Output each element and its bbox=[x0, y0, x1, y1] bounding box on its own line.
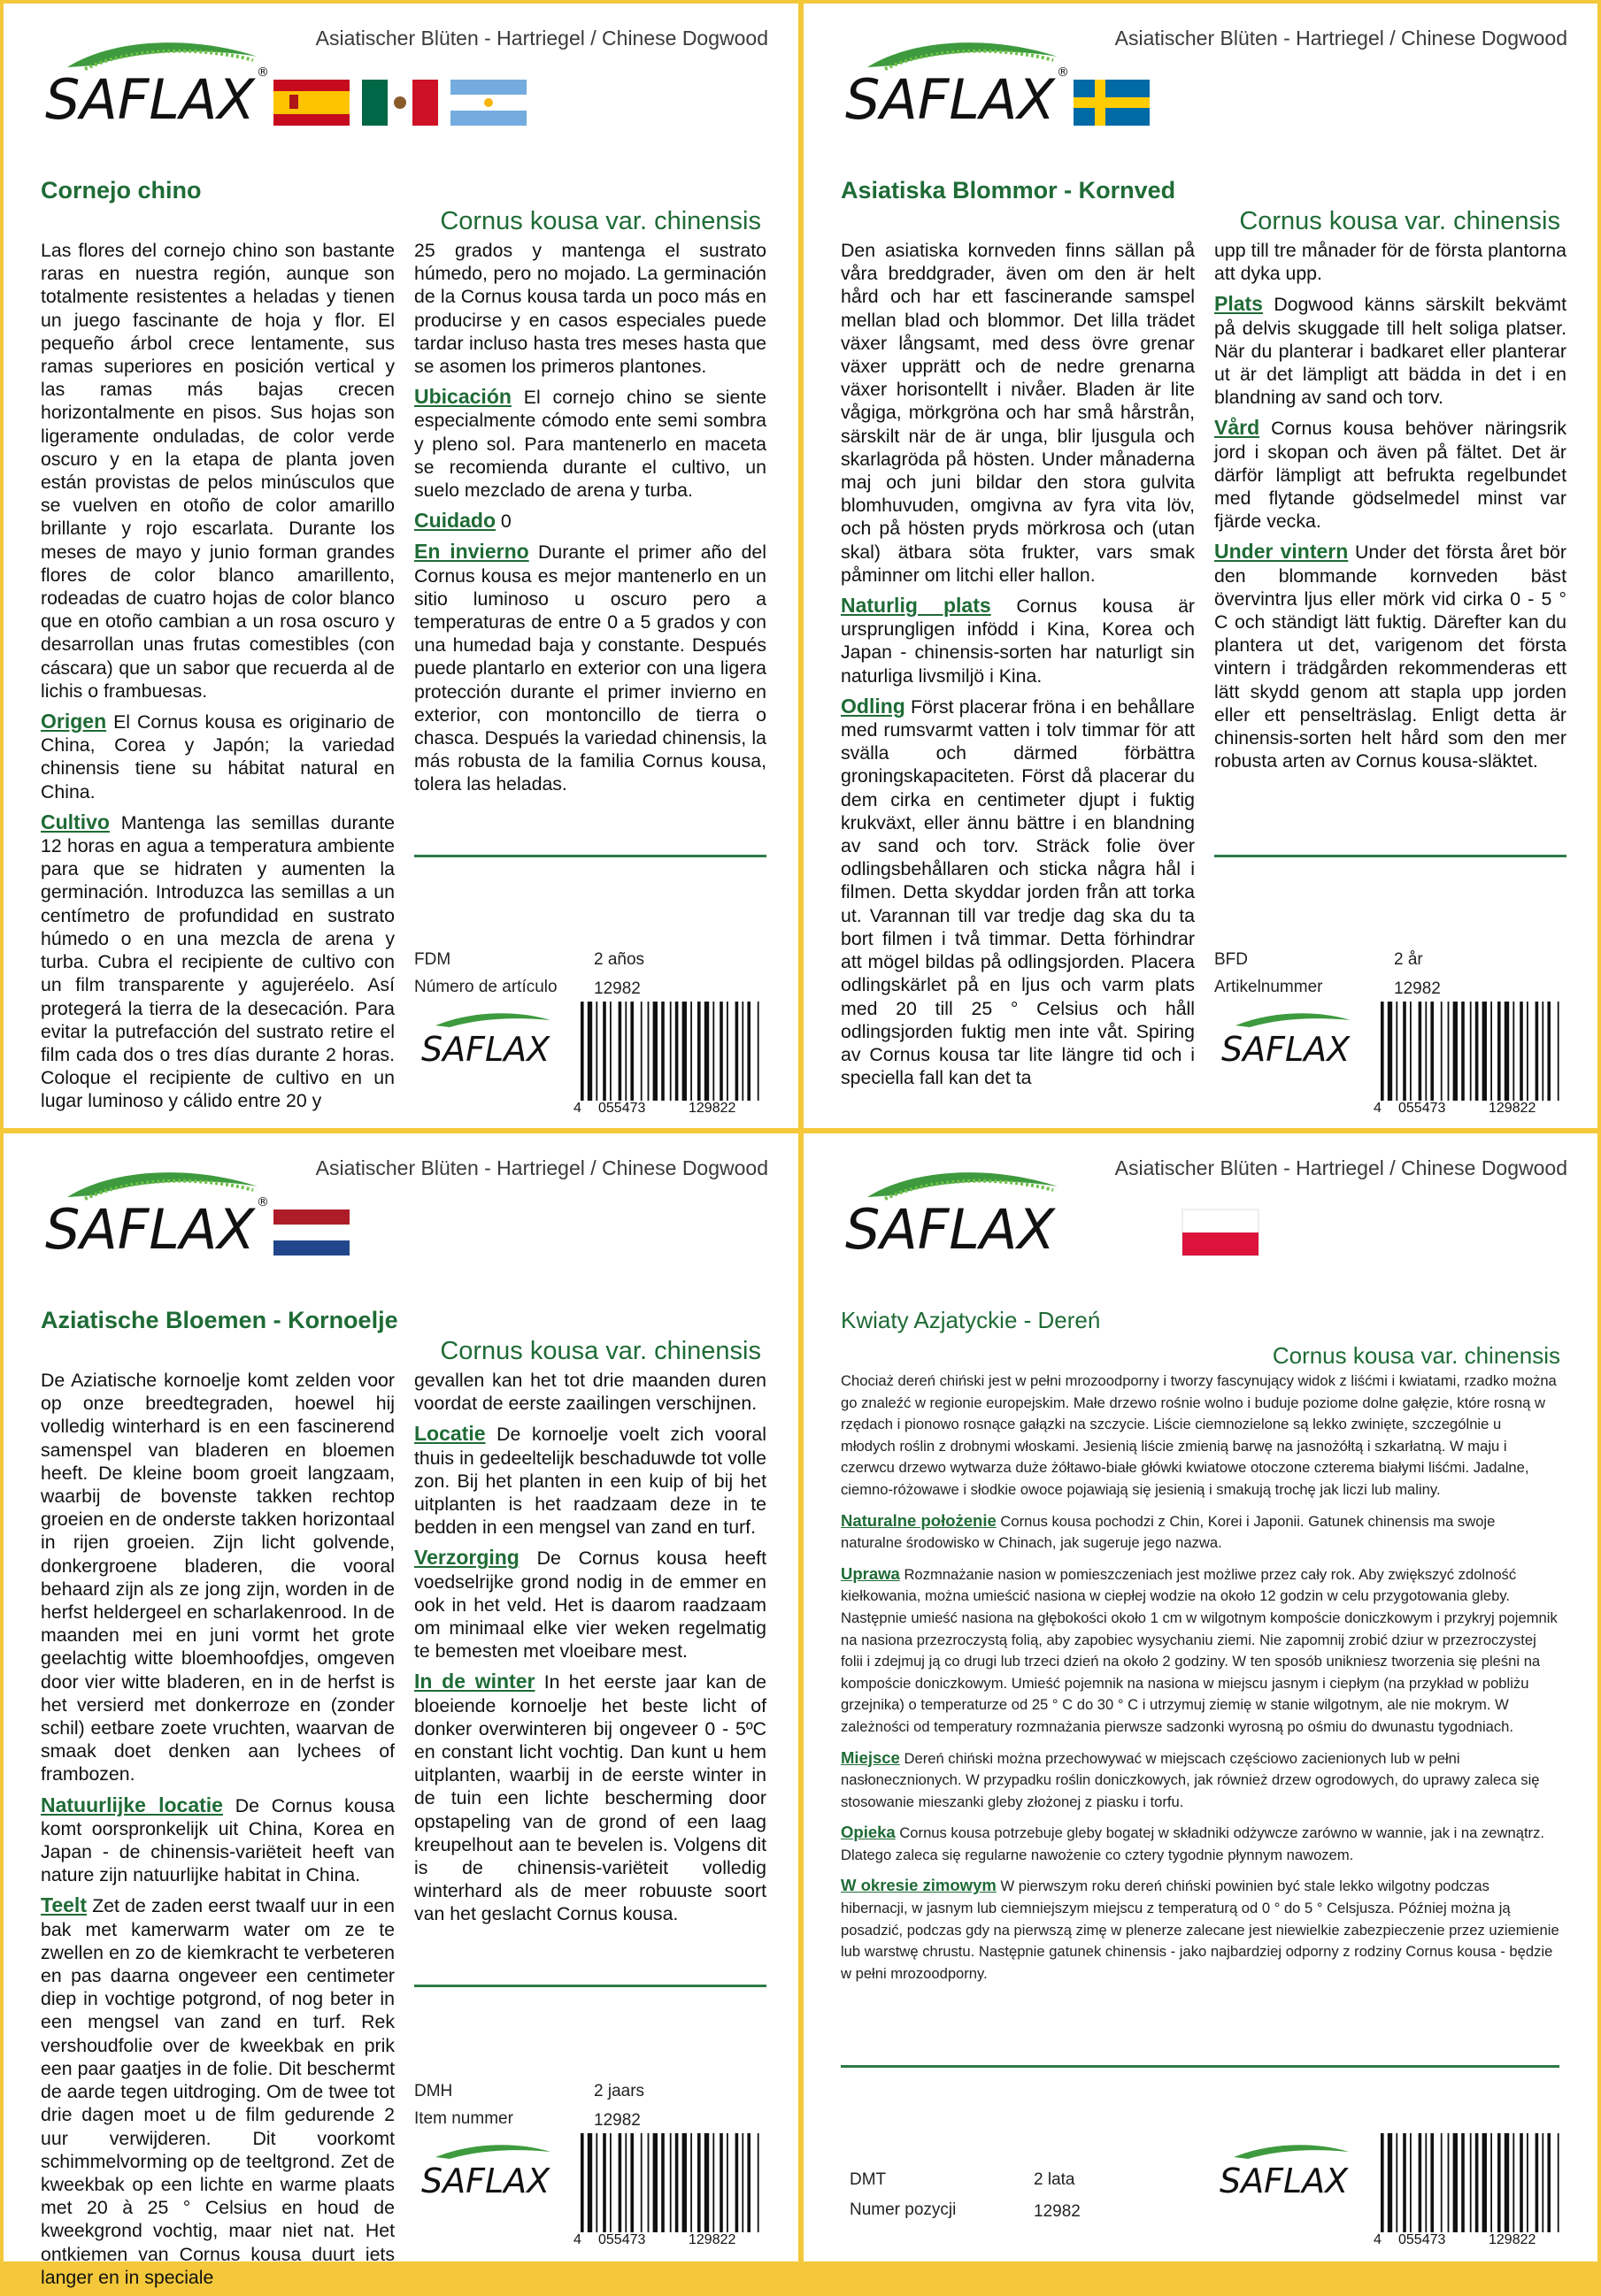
barcode-bar bbox=[1441, 2133, 1443, 2232]
barcode-bar bbox=[603, 2133, 606, 2232]
barcode-bar bbox=[1403, 1002, 1406, 1101]
barcode-bar bbox=[1430, 2133, 1434, 2232]
barcode-bar bbox=[735, 2133, 739, 2232]
flag-row bbox=[1182, 1209, 1258, 1256]
article-number: 12982 bbox=[1394, 979, 1441, 998]
section-cultivation: Cultivo Mantenga las semillas durante 12 horas en agua a temperatura ambiente para que se hidraten y aumenten la germinación. Introduzca las semillas a un centímetro de profundidad en sustrato húmedo o en una mezcla de arena y turba. Cubra el recipiente de cultivo con un film transparente y agujeréelo. Así protegerá la tierra de la desecación. Para evitar la putrefacción del sustrato retire el film cada dos o tres días durante 2 horas. Coloque el recipiente de cultivo en un lugar luminoso y cálido entre 20 y bbox=[41, 810, 395, 1112]
barcode-bar bbox=[1520, 2133, 1523, 2232]
saflax-logo bbox=[841, 1160, 1080, 1266]
barcode-bar bbox=[670, 1002, 672, 1101]
barcode-bar bbox=[610, 2133, 612, 2232]
latin-name: Cornus kousa var. chinensis bbox=[1239, 207, 1560, 235]
article-label: Artikelnummer bbox=[1214, 978, 1323, 996]
continued-text: upp till tre månader för de första plantorna att dyka upp. bbox=[1214, 240, 1566, 285]
svg-text:®: ® bbox=[1057, 65, 1069, 80]
mexico-flag-icon bbox=[362, 80, 438, 126]
barcode-bar bbox=[1482, 1002, 1487, 1101]
svg-text:SAFLAX: SAFLAX bbox=[421, 1030, 550, 1069]
barcode-bar bbox=[619, 1002, 622, 1101]
barcode-bar bbox=[1536, 1002, 1539, 1101]
barcode-bar bbox=[735, 1002, 739, 1101]
poland-flag-icon bbox=[1182, 1209, 1258, 1256]
barcode-bar bbox=[1475, 2133, 1479, 2232]
svg-text:SAFLAX: SAFLAX bbox=[1220, 2162, 1349, 2200]
article-label: Item nummer bbox=[414, 2109, 513, 2128]
intro-text: Las flores del cornejo chino son bastante raras en nuestra región, aunque son totalmente resistentes a heladas y tienen un juego fascinante de hoja y flor. El pequeño árbol crece lentamente, sus ramas superiores en posición vertical y las ramas más bajas crecen horizontalmente en pisos. Sus hojas son ligeramente onduladas, de color verde oscuro y en la etapa de planta joven están provistas de pelos minúsculos que se vuelven en otoño de color amarillo brillante y rojo escarlata. Durante los meses de mayo y junio forman grandes flores de color blanco amarillento, rodeadas de cuatro hojas de color blanco que en otoño cambian a un rosa oscuro y desarrollan unas frutas comestibles (con cáscara) que un sabor que recuerda al de lichis o frambuesas. bbox=[41, 240, 395, 702]
barcode-bar bbox=[610, 1002, 612, 1101]
section-care: Verzorging De Cornus kousa heeft voedselrijke grond nodig in de emmer en ook in het veld. Het is daarom raadzaam om minimaal elke vier weken regelmatig te bemesten met vloeibare mest. bbox=[414, 1546, 766, 1662]
svg-text:SAFLAX: SAFLAX bbox=[421, 2162, 550, 2200]
barcode: 4 055473 129822 bbox=[577, 1002, 766, 1117]
panel-swedish bbox=[804, 4, 1597, 1128]
spain-flag-icon bbox=[273, 80, 350, 126]
barcode-bar bbox=[596, 2133, 597, 2232]
divider-rule bbox=[414, 855, 766, 857]
section-origin: Origen El Cornus kousa es originario de China, Corea y Japón; la variedad chinensis tiene su hábitat natural en China. bbox=[41, 710, 395, 802]
saflax-logo bbox=[841, 30, 1080, 136]
barcode-bar bbox=[588, 1002, 592, 1101]
barcode-bar bbox=[747, 1002, 750, 1101]
fdm-value: 2 jaars bbox=[594, 2082, 645, 2100]
section-cultivation: Teelt Zet de zaden eerst twaalf uur in een bak met kamerwarm water om ze te zwellen en zo de kiemkracht te verbeteren en pas daarna ongeveer een centimeter diep in vochtige potgrond, of nog beter in een mengsel van zand en turf. Rek vershoudfolie over de kweekbak en prik een paar gaatjes in de folie. Dit beschermt de aarde tegen uitdroging. Om de twee tot drie dagen moet u de film gedurende 2 uur verwijderen. Dit voorkomt schimmelvorming op de teeltgrond. Zet de kweekbak op een lichte en warme plaats met 20 à 25 ° Celsius en houd de kweekgrond vochtig, maar niet nat. Het ontkiemen van Cornus kousa duurt iets langer en in speciale bbox=[41, 1893, 395, 2288]
section-care: Vård Cornus kousa behöver näringsrik jord i skopan och även på fältet. Det är därför lämpligt att befrukta regelbundet med flytande gödselmedel minst var fjärde vecka. bbox=[1214, 416, 1566, 533]
barcode-bar bbox=[1448, 2133, 1450, 2232]
barcode-bar bbox=[1453, 1002, 1458, 1101]
column-right bbox=[1214, 212, 1566, 779]
panel-dutch bbox=[4, 1133, 798, 2288]
barcode-bar bbox=[648, 2133, 650, 2232]
svg-text:SAFLAX: SAFLAX bbox=[845, 1197, 1055, 1262]
continued-text: gevallen kan het tot drie maanden duren voordat de eerste zaailingen verschijnen. bbox=[414, 1370, 766, 1415]
barcode-bar bbox=[747, 2133, 750, 2232]
sweden-flag-icon bbox=[1074, 80, 1150, 126]
continued-text: 25 grados y mantenga el sustrato húmedo, pero no mojado. La germinación de la Cornus kousa tarda un poco más en producirse y en casos especiales puede tardar incluso hasta tres meses hasta que se asomen los primeros plantones. bbox=[414, 240, 766, 378]
fdm-value: 2 år bbox=[1394, 950, 1423, 969]
panel-title: Kwiaty Azjatyckie - Dereń bbox=[841, 1307, 1101, 1333]
fdm-label: FDM bbox=[414, 950, 451, 969]
barcode-bar bbox=[1512, 1002, 1514, 1101]
barcode-bar bbox=[690, 1002, 692, 1101]
article-number: 12982 bbox=[594, 979, 641, 998]
barcode-bar bbox=[1505, 2133, 1509, 2232]
latin-name: Cornus kousa var. chinensis bbox=[440, 1337, 761, 1365]
barcode-bar bbox=[1419, 2133, 1422, 2232]
barcode-bar bbox=[758, 1002, 759, 1101]
barcode-bar bbox=[1470, 1002, 1472, 1101]
divider-rule bbox=[414, 1985, 766, 1987]
section-winter: En invierno Durante el primer año del Cornus kousa es mejor mantenerlo en un sitio luminoso u oscuro pero a temperaturas de entre 0 a 5 grados y con una humedad baja y constante. Después puede plantarlo en exterior con una ligera protección durante el primer invierno en exterior, con montoncillo de tierra o chasca. Después la variedad chinensis, la más robusta de la familia Cornus kousa, tolera las heladas. bbox=[414, 540, 767, 795]
fdm-value: 2 lata bbox=[1034, 2170, 1075, 2189]
header-tag: Asiatischer Blüten - Hartriegel / Chinese Dogwood bbox=[1114, 27, 1567, 50]
barcode-bar bbox=[1448, 1002, 1450, 1101]
barcode-bar bbox=[1403, 2133, 1406, 2232]
panel-title: Aziatische Bloemen - Kornoelje bbox=[41, 1307, 398, 1333]
saflax-logo bbox=[41, 30, 280, 136]
article-number: 12982 bbox=[594, 2111, 641, 2130]
text-block bbox=[841, 1371, 1559, 1993]
barcode-bar bbox=[690, 2133, 692, 2232]
barcode-bar bbox=[682, 1002, 687, 1101]
barcode-bar bbox=[1527, 1002, 1528, 1101]
barcode-bar bbox=[1490, 2133, 1492, 2232]
section-natural-place: Naturlig plats Cornus kousa är ursprungligen infödd i Kina, Korea och Japan - chinensis-sorten har naturligt sin naturliga livsmiljö i Kina. bbox=[841, 594, 1196, 687]
section-care: Cuidado 0 bbox=[414, 509, 512, 533]
divider-rule bbox=[841, 2065, 1559, 2068]
barcode-bar bbox=[1542, 2133, 1543, 2232]
header-tag: Asiatischer Blüten - Hartriegel / Chinese Dogwood bbox=[315, 1156, 768, 1179]
barcode-bar bbox=[1475, 1002, 1479, 1101]
article-number: 12982 bbox=[1034, 2202, 1081, 2221]
svg-text:SAFLAX: SAFLAX bbox=[845, 67, 1055, 132]
barcode-bar bbox=[670, 2133, 672, 2232]
barcode-bar bbox=[1558, 1002, 1559, 1101]
intro-text: De Aziatische kornoelje komt zelden voor op onze breedtegraden, hoewel hij volledig winterhard is en een fascinerend samenspel van bladeren en bloemen heeft. De kleine boom groeit langzaam, waarbij de bovenste takken rechtop groeien en de onderste takken horizontaal in rijen groeien. Zijn licht golvende, donkergroene bladeren, die vooral behaard zijn als ze jong zijn, worden in de herfst heldergeel en scharlakenrood. In de maanden mei en juni vormt het grote geelachtig witte bloemhoofdjes, omgeven door vier witte bladeren, en in de herfst is het versierd met donkerroze en (zonder schil) eetbare zoete vruchten, waarvan de smaak doet denken aan lychees of frambozen. bbox=[41, 1370, 395, 1785]
barcode-bar bbox=[1490, 1002, 1492, 1101]
column-right bbox=[414, 1342, 766, 1933]
barcode-bar bbox=[641, 2133, 643, 2232]
barcode-bar bbox=[742, 2133, 743, 2232]
barcode-bar bbox=[661, 1002, 665, 1101]
barcode-bar bbox=[630, 2133, 634, 2232]
column-left bbox=[41, 1369, 395, 2296]
barcode-bar bbox=[682, 2133, 687, 2232]
barcode-bar bbox=[1410, 2133, 1412, 2232]
flag-row bbox=[1074, 80, 1150, 126]
barcode-bar bbox=[697, 1002, 701, 1101]
barcode-bar bbox=[1497, 1002, 1501, 1101]
barcode-bar bbox=[625, 1002, 627, 1101]
barcode-bar bbox=[1441, 1002, 1443, 1101]
barcode-bar bbox=[581, 2133, 584, 2232]
barcode-bar bbox=[1381, 2133, 1384, 2232]
article-label: Número de artículo bbox=[414, 978, 558, 996]
barcode: 4 055473 129822 bbox=[1377, 1002, 1566, 1117]
barcode-bar bbox=[1512, 2133, 1514, 2232]
saflax-small-logo bbox=[418, 2139, 568, 2203]
barcode-bar bbox=[727, 1002, 728, 1101]
header-tag: Asiatischer Blüten - Hartriegel / Chinese Dogwood bbox=[315, 27, 768, 50]
barcode-bar bbox=[603, 1002, 606, 1101]
barcode-bar bbox=[1388, 2133, 1392, 2232]
barcode-bar bbox=[727, 2133, 728, 2232]
saflax-small-logo bbox=[1216, 2139, 1366, 2203]
latin-name: Cornus kousa var. chinensis bbox=[1272, 1342, 1560, 1369]
barcode-bar bbox=[1388, 1002, 1392, 1101]
intro-text: Chociaż dereń chiński jest w pełni mrozoodporny i tworzy fascynujący widok z liśćmi i kwiatami, rzadko można go znaleźć w regionie europejskim. Małe drzewo rośnie wolno i buduje poziome dolne gałęzie, które rosną w rzędach i pionowo rosnące gałązki na szczycie. Liście ciemnozielone są lekko zwinięte, szczególnie u młodych roślin z drobnymi włoskami. Jesienią liście zmienią barwę na jasnożółtą i szkarłatną. W maju i czerwcu drzewo wytwarza duże żółtawo-białe główki kwiatowe otoczone czterema białymi liśćmi. Jadalne, ciemno-różowawe i słodkie owoce pojawiają się jesienią i smakują trochę jak liczi lub maliny. bbox=[841, 1372, 1557, 1498]
barcode-bar bbox=[1505, 1002, 1509, 1101]
barcode-bar bbox=[697, 2133, 701, 2232]
barcode-bar bbox=[1461, 2133, 1465, 2232]
barcode-bar bbox=[641, 1002, 643, 1101]
fdm-label: BFD bbox=[1214, 950, 1248, 969]
section-care: Opieka Cornus kousa potrzebuje gleby bogatej w składniki odżywcze zarówno w wannie, jak i na zewnątrz. Dlatego zaleca się regularne nawożenie co cztery tygodnie płynnym nawozem. bbox=[841, 1823, 1544, 1863]
svg-text:SAFLAX: SAFLAX bbox=[45, 1197, 255, 1262]
barcode-bar bbox=[581, 1002, 584, 1101]
barcode-bar bbox=[1470, 2133, 1472, 2232]
barcode-bar bbox=[720, 1002, 723, 1101]
section-natural-location: Naturalne położenie Cornus kousa pochodzi z Chin, Korei i Japonii. Gatunek chinensis ma swoje naturalne środowisko w Chinach, jak sugeruje jego nazwa. bbox=[841, 1510, 1496, 1552]
saflax-logo bbox=[41, 1160, 280, 1266]
section-winter: Under vintern Under det första året bör den blommande kornveden bäst övervintra ljus eller mörk vid cirka 0 - 5 ° C och ständigt lätt fuktig. Därefter kan du plantera ut det, varigenom det första vintern i trädgården rekommenderas ett lätt skydd genom att stapla upp jorden eller ett penselträslag. Enligt detta är chinensis-sorten helt hård som den mer robusta arten av Cornus kousa-släktet. bbox=[1214, 540, 1566, 772]
intro-text: Den asiatiska kornveden finns sällan på våra breddgrader, även om den är helt hård och har ett fascinerande samspel mellan blad och blommor. Det lilla trädet växer långsamt, med dess övre grenar växer upprätt och de nedre grenarna växer horisontellt i nivåer. Bladen är lite vågiga, mörkgröna och har små hårstrån, särskilt när de är unga, blir ljusgula och skarlagröda på hösten. Under månaderna maj och juni bildar den stora gulvita blomhuvuden, omgivna av fyra vita löv, och på hösten pryds mörkrosa och (utan skal) ätbara söta frukter, vars smak påminner om litchi eller hallon. bbox=[841, 240, 1195, 586]
barcode-bar bbox=[1558, 2133, 1559, 2232]
barcode-bar bbox=[1410, 1002, 1412, 1101]
barcode-bar bbox=[1419, 1002, 1422, 1101]
saflax-small-logo bbox=[1218, 1008, 1368, 1071]
barcode-bar bbox=[653, 1002, 658, 1101]
barcode-bar bbox=[625, 2133, 627, 2232]
section-location: Miejsce Dereń chiński można przechowywać w miejscach częściowo zacienionych lub w pełni nasłonecznionych. W przypadku roślin doniczkowych, jak również drzew ogrodowych, do uprawy zaleca się stosowanie mieszanki gleby złożonej z piasku i torfu. bbox=[841, 1747, 1540, 1810]
barcode-bar bbox=[1482, 2133, 1487, 2232]
svg-text:®: ® bbox=[257, 1195, 269, 1209]
netherlands-flag-icon bbox=[273, 1209, 350, 1256]
barcode-bar bbox=[712, 2133, 714, 2232]
barcode-bar bbox=[1425, 2133, 1427, 2232]
flag-row bbox=[273, 1209, 350, 1256]
barcode-bar bbox=[675, 1002, 679, 1101]
barcode-bar bbox=[1547, 1002, 1551, 1101]
panel-title: Asiatiska Blommor - Kornved bbox=[841, 177, 1176, 203]
barcode-bar bbox=[1396, 1002, 1397, 1101]
saflax-small-logo bbox=[418, 1008, 568, 1071]
barcode-bar bbox=[1497, 2133, 1501, 2232]
barcode-bar bbox=[619, 2133, 622, 2232]
barcode-bar bbox=[648, 1002, 650, 1101]
barcode-bar bbox=[588, 2133, 592, 2232]
barcode-bar bbox=[596, 1002, 597, 1101]
barcode-bar bbox=[1536, 2133, 1539, 2232]
barcode-bar bbox=[1461, 1002, 1465, 1101]
section-location: Ubicación El cornejo chino se siente especialmente cómodo ente semi sombra y pleno sol. Para mantenerlo en maceta se recomienda durante el cultivo, un suelo mezclado de arena y turba. bbox=[414, 385, 766, 502]
column-right bbox=[414, 212, 766, 803]
fdm-label: DMH bbox=[414, 2082, 453, 2100]
flag-row bbox=[273, 80, 527, 126]
barcode-bar bbox=[720, 2133, 723, 2232]
barcode-bar bbox=[675, 2133, 679, 2232]
barcode-bar bbox=[758, 2133, 759, 2232]
argentina-flag-icon bbox=[450, 80, 527, 126]
divider-rule bbox=[1214, 855, 1566, 857]
latin-name: Cornus kousa var. chinensis bbox=[440, 207, 761, 235]
barcode-bar bbox=[1381, 1002, 1384, 1101]
article-label: Numer pozycji bbox=[850, 2200, 957, 2219]
barcode-bar bbox=[1547, 2133, 1551, 2232]
fdm-value: 2 años bbox=[594, 950, 645, 969]
column-left bbox=[41, 239, 395, 1120]
header-tag: Asiatischer Blüten - Hartriegel / Chinese Dogwood bbox=[1114, 1156, 1567, 1179]
barcode-bar bbox=[1430, 1002, 1434, 1101]
barcode-bar bbox=[1520, 1002, 1523, 1101]
barcode-bar bbox=[1542, 1002, 1543, 1101]
section-winter: W okresie zimowym W pierwszym roku dereń chiński powinien być stale lekko wilgotny podczas hibernacji, w jasnym lub ciemniejszym miejscu z temperaturą od 0 ° do 5 ° Celsjusza. Później można ją posadzić, podczas gdy na pierwszą zimę w plenerze zalecane jest niewielkie zabezpieczenie przez uziemienie lub warstwę chrustu. Następnie gatunek chinensis - jako najbardziej odporny z rodziny Cornus kousa - będzie w pełni mrozoodporny. bbox=[841, 1876, 1559, 1982]
barcode-bar bbox=[742, 1002, 743, 1101]
section-location: Locatie De kornoelje voelt zich vooral thuis in gedeeltelijk beschaduwde tot volle zon. Bij het planten in een kuip of bij het uitplanten is het raadzaam deze in te bedden in een mengsel van zand en turf. bbox=[414, 1422, 766, 1539]
barcode-bar bbox=[1453, 2133, 1458, 2232]
barcode-bar bbox=[630, 1002, 634, 1101]
section-natural-location: Natuurlijke locatie De Cornus kousa komt oorspronkelijk uit China, Korea en Japan - de chinensis-variëteit heeft van nature zijn natuurlijke habitat in China. bbox=[41, 1793, 395, 1886]
barcode: 4 055473 129822 bbox=[577, 2133, 766, 2248]
logo-wordmark: SAFLAX bbox=[45, 67, 255, 132]
barcode-bar bbox=[1425, 1002, 1427, 1101]
section-winter: In de winter In het eerste jaar kan de bloeiende kornoelje het beste licht of donker overwinteren bij ongeveer 0 - 5ºC en constant licht vochtig. Dan kunt u hem uitplanten, waarbij in de eerste winter in de tuin een lichte bescherming door opstapeling van de grond of een laag kreupelhout aan te bevelen is. Volgens dit is de chinensis-variëteit volledig winterhard als de meer robuuste soort van het geslacht Cornus kousa. bbox=[414, 1670, 767, 1925]
barcode-bar bbox=[653, 2133, 658, 2232]
section-cultivation: Odling Först placerar fröna i en behållare med rumsvarmt vatten i tolv timmar för att svälla och därmed förbättra groningskapaciteten. Först då placerar du dem cirka en centimeter djupt i fuktig krukväxt, eller ännu bättre i en blandning av sand och torv. Sträck folie över odlingsbehållaren och sticka några hål i filmen. Detta skyddar jorden från att torka ut. Varannan till var tredje dag ska du ta bort filmen i två timmar. Detta förhindrar att mögel bildas på odlingsjorden. Placera odlingskärlet på en ljus och varm plats med 20 till 25 ° Celsius och håll odlingsjorden fuktig men inte våt. Spiring av Cornus kousa tar lite längre tid och i speciella fall kan det ta bbox=[841, 694, 1196, 1089]
panel-polish bbox=[804, 1133, 1597, 2261]
barcode-bar bbox=[1527, 2133, 1528, 2232]
svg-text:®: ® bbox=[257, 65, 269, 80]
barcode-bar bbox=[661, 2133, 665, 2232]
fdm-label: DMT bbox=[850, 2170, 887, 2189]
barcode-bar bbox=[712, 1002, 714, 1101]
svg-text:SAFLAX: SAFLAX bbox=[1221, 1030, 1351, 1069]
barcode-bar bbox=[704, 2133, 709, 2232]
section-place: Plats Dogwood känns särskilt bekvämt på delvis skuggade till helt soliga platser. När du planterar i badkaret eller planterar ut är det lämpligt att bädda in det i en blandning av sand och torv. bbox=[1214, 292, 1567, 409]
panel-spanish bbox=[4, 4, 798, 1128]
barcode: 4 055473 129822 bbox=[1377, 2133, 1566, 2248]
section-cultivation: Uprawa Rozmnażanie nasion w pomieszczeniach jest możliwe przez cały rok. Aby zwiększyć zdolność kiełkowania, można umieścić nasiona w ciepłej wodzie na około 12 godzin w celu przygotowania gleby. Następnie umieść nasiona na głębokości około 1 cm w wilgotnym kompoście doniczkowym i przykryj pojemnik na nasiona przezroczystą folią, aby zapobiec wysychaniu ziemi. Nie zapomnij zrobić dziur w przezroczystej folii i zdejmuj ją co drugi lub trzeci dzień na około 2 godziny. W ten sposób unikniesz tworzenia się pleśni na kompoście doniczkowym. Umieść pojemnik na nasiona w miejscu jasnym i ciepłym (na przykład w pobliżu grzejnika) o temperaturze od 25 ° C do 30 ° C i utrzymuj ziemię w stanie wilgotnym, ale nie mokrym. W zależności od temperatury rozmnażania pierwsze sadzonki wyrosną po ośmiu do dwunastu tygodniach. bbox=[841, 1563, 1558, 1735]
barcode-bar bbox=[704, 1002, 709, 1101]
barcode-bar bbox=[1396, 2133, 1397, 2232]
panel-title: Cornejo chino bbox=[41, 177, 202, 203]
column-left bbox=[841, 239, 1195, 1096]
